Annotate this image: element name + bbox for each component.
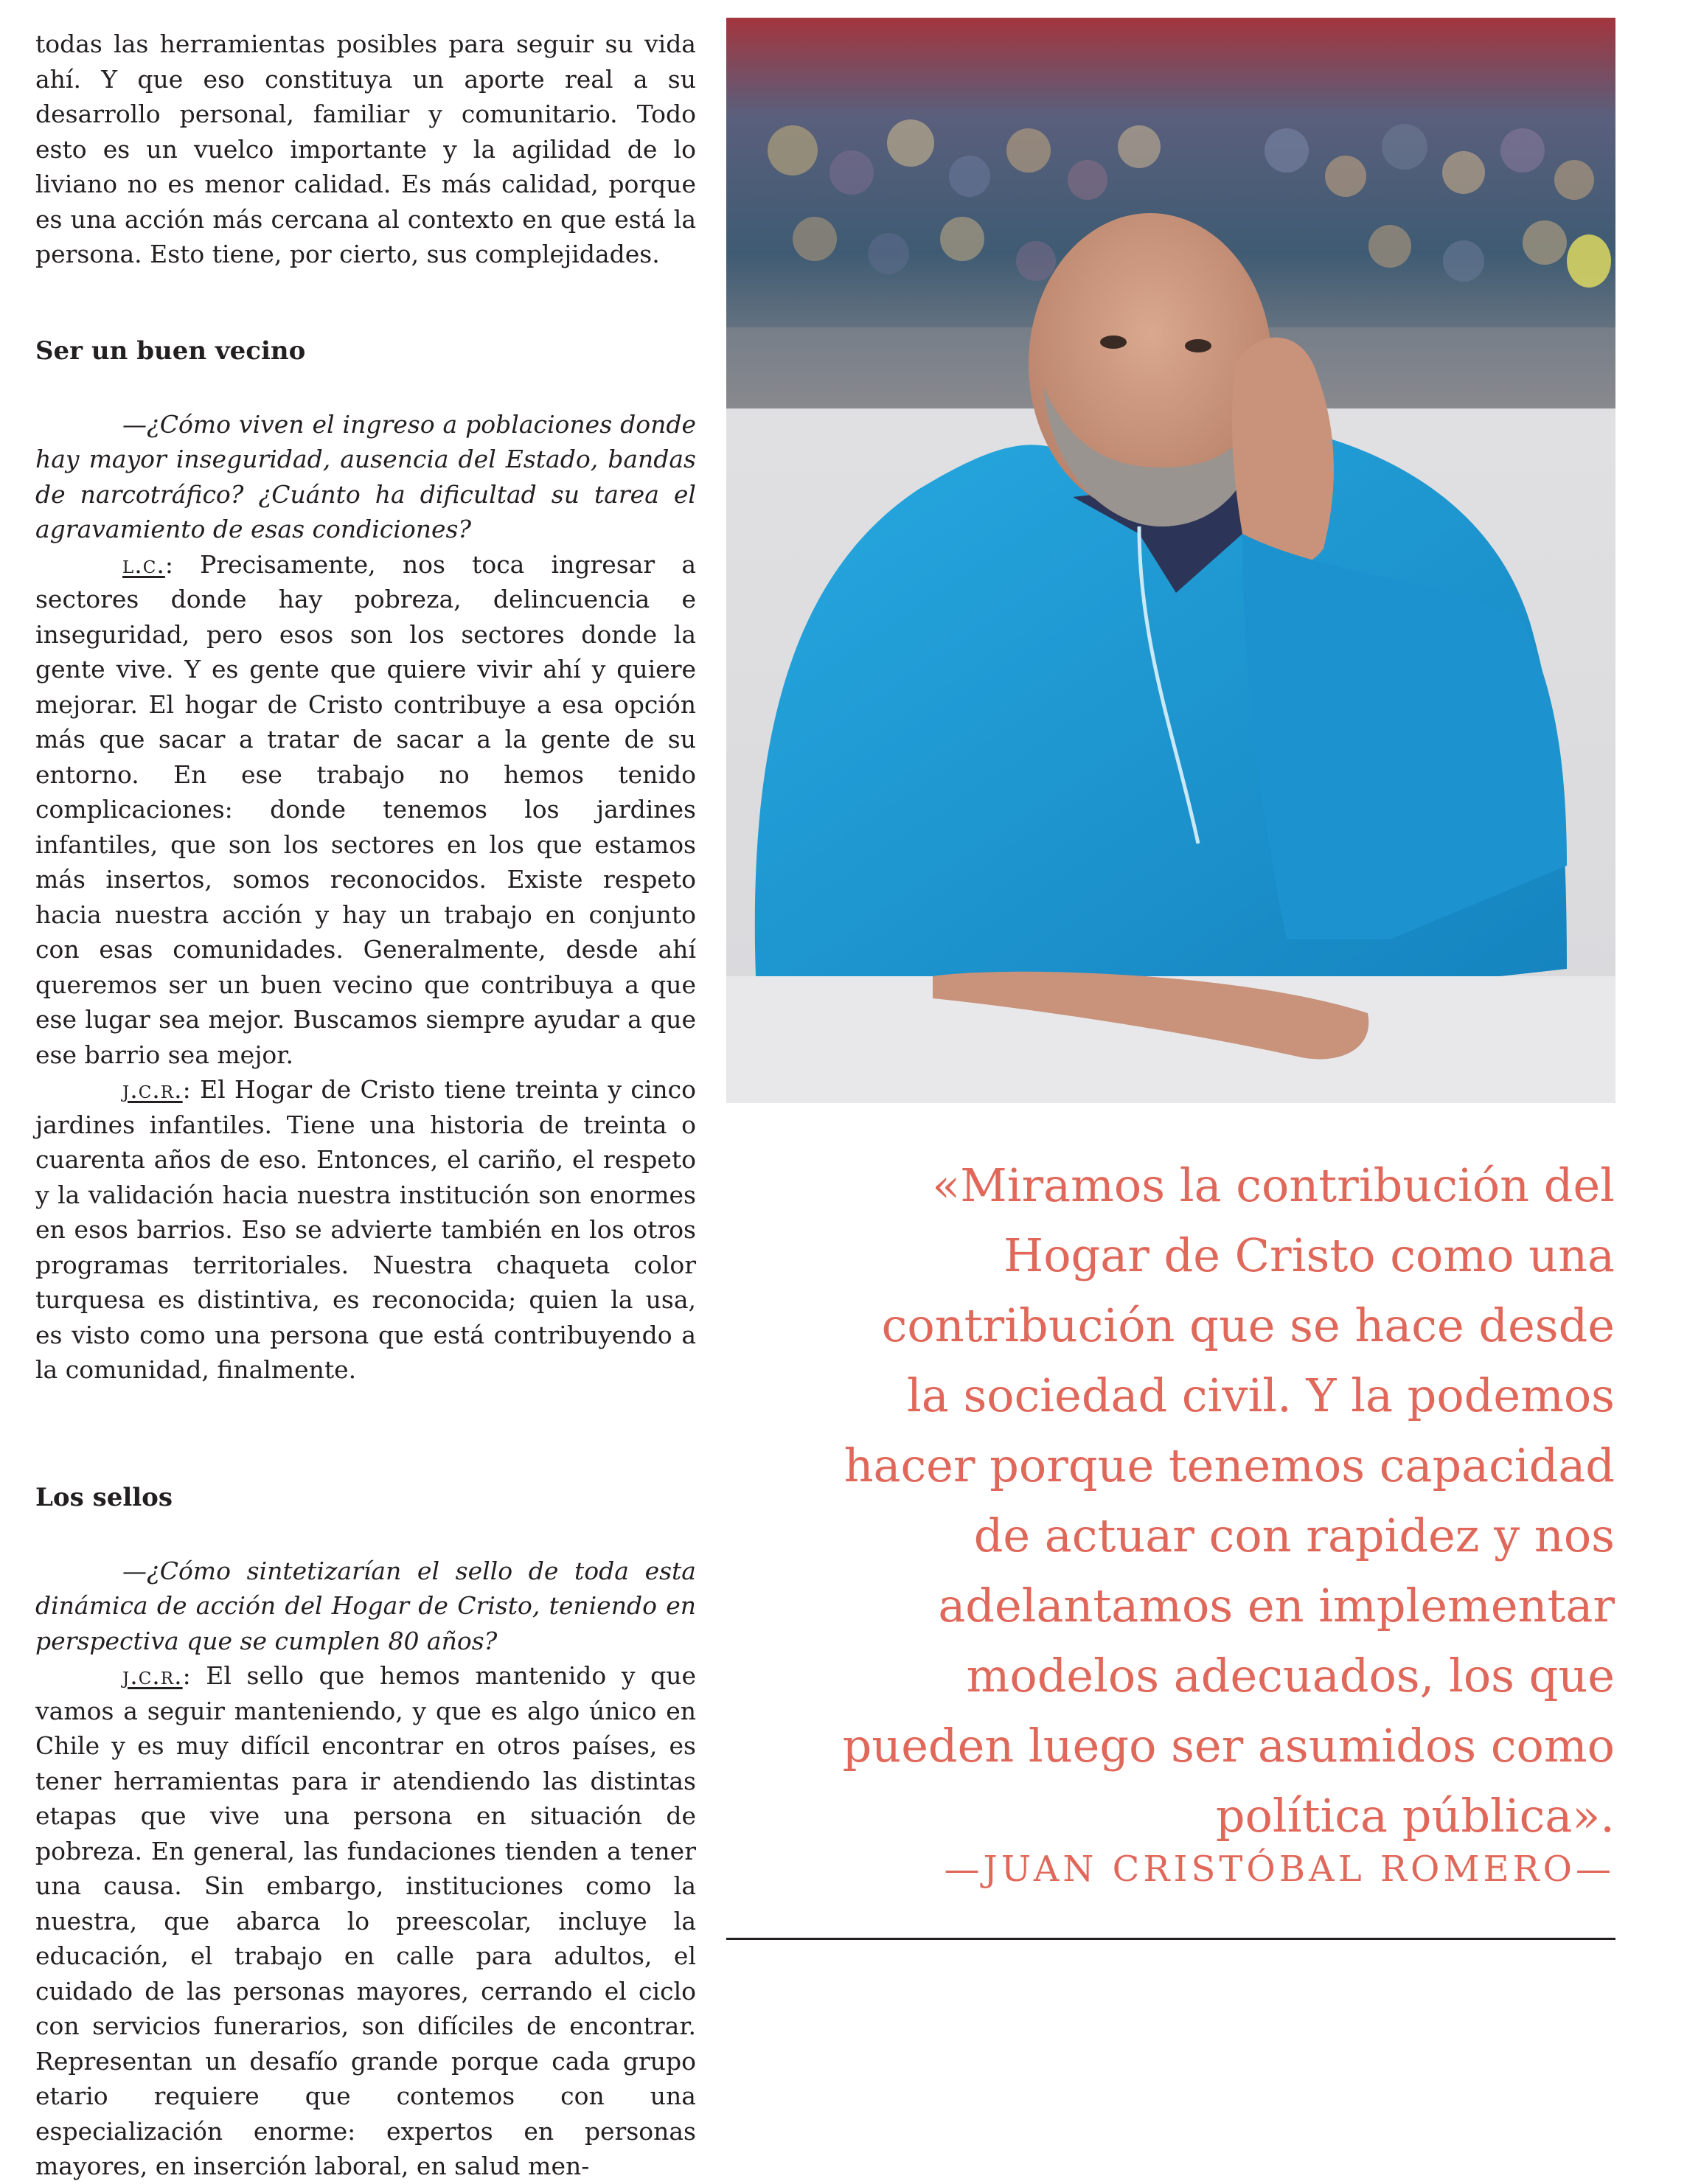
pull-quote-line: de actuar con rapidez y nos <box>973 1509 1615 1562</box>
pull-quote-line: contribución que se hace desde <box>881 1298 1615 1352</box>
interview-answer <box>35 547 696 1073</box>
pull-quote-line: modelos adecuados, los que <box>966 1649 1615 1703</box>
pull-quote-line: política pública». <box>1215 1789 1615 1843</box>
pull-quote-line: hacer porque tenemos capacidad <box>844 1439 1615 1492</box>
answer-text: : Precisamente, nos toca ingresar a sectores donde hay pobreza, delincuencia e inseguridad, pero esos son los sectores donde la gente vive. Y es gente que quiere vivir ahí y quiere mejorar. El hogar de Cristo contribuye a esa opción más que sacar a tratar de sacar a la gente de su entorno. En ese trabajo no hemos tenido complicaciones: donde tenemos los jardines infantiles, que son los sectores en los que estamos más insertos, somos reconocidos. Existe respeto hacia nuestra acción y hay un trabajo en conjunto con esas comunidades. Generalmente, desde ahí queremos ser un buen vecino que contribuya a que ese lugar sea mejor. Buscamos siempre ayudar a que ese barrio sea mejor. <box>35 549 696 1069</box>
section-heading: Ser un buen vecino <box>35 335 306 366</box>
answer-text: : El sello que hemos mantenido y que vamos a seguir manteniendo, y que es algo único en Chile y es muy difícil encontrar en otros países, es tener herramientas para ir atendiendo las distintas etapas que vive una persona en situación de pobreza. En general, las fundaciones tienden a tener una causa. Sin embargo, instituciones como la nuestra, que abarca lo preescolar, incluye la educación, el trabajo en calle para adultos, el cuidado de las personas mayores, cerrando el ciclo con servicios funerarios, son difíciles de encontrar. Representan un desafío grande porque cada grupo etario requiere que contemos con una especialización enorme: expertos en personas mayores, en inserción laboral, en salud men- <box>35 1661 696 2180</box>
divider-rule <box>726 1938 1615 1940</box>
interview-answer <box>35 1658 696 2184</box>
pull-quote-line: «Miramos la contribución del <box>932 1158 1615 1212</box>
article-paragraph-intro: todas las herramientas posibles para seguir su vida ahí. Y que eso constituya un aporte real a su desarrollo personal, familiar y comunitario. Todo esto es un vuelco importante y la agilidad de lo liviano no es menor calidad. Es más calidad, porque es una acción más cercana al contexto en que está la persona. Esto tiene, por cierto, sus complejidades. <box>35 29 696 268</box>
pull-quote-line: la sociedad civil. Y la podemos <box>906 1369 1615 1422</box>
speaker-initials: j.c.r. <box>122 1075 183 1104</box>
pull-quote-line: Hogar de Cristo como una <box>1003 1228 1615 1282</box>
quote-attribution: —JUAN CRISTÓBAL ROMERO— <box>944 1849 1615 1890</box>
interview-answer <box>35 1072 696 1388</box>
answer-text: : El Hogar de Cristo tiene treinta y cinco jardines infantiles. Tiene una historia de treinta o cuarenta años de eso. Entonces, el cariño, el respeto y la validación hacia nuestra institución son enormes en esos barrios. Eso se advierte también en los otros programas territoriales. Nuestra chaqueta color turquesa es distintiva, es reconocida; quien la usa, es visto como una persona que está contribuyendo a la comunidad, finalmente. <box>35 1075 696 1384</box>
pull-quote-line: adelantamos en implementar <box>938 1579 1615 1632</box>
article-body <box>35 27 696 2184</box>
pull-quote <box>752 1150 1615 1851</box>
speaker-initials: j.c.r. <box>122 1661 183 1690</box>
section-heading: Los sellos <box>35 1482 173 1512</box>
portrait-photo <box>726 18 1615 1103</box>
interview-question: —¿Cómo sintetizarían el sello de toda esta dinámica de acción del Hogar de Cristo, teniendo en perspectiva que se cumplen 80 años? <box>35 1556 696 1655</box>
pull-quote-line: pueden luego ser asumidos como <box>842 1719 1615 1773</box>
interview-question: —¿Cómo viven el ingreso a poblaciones donde hay mayor inseguridad, ausencia del Estado, bandas de narcotráfico? ¿Cuánto ha dificultad su tarea el agravamiento de esas condiciones? <box>35 409 696 543</box>
speaker-initials: l.c. <box>122 549 165 579</box>
